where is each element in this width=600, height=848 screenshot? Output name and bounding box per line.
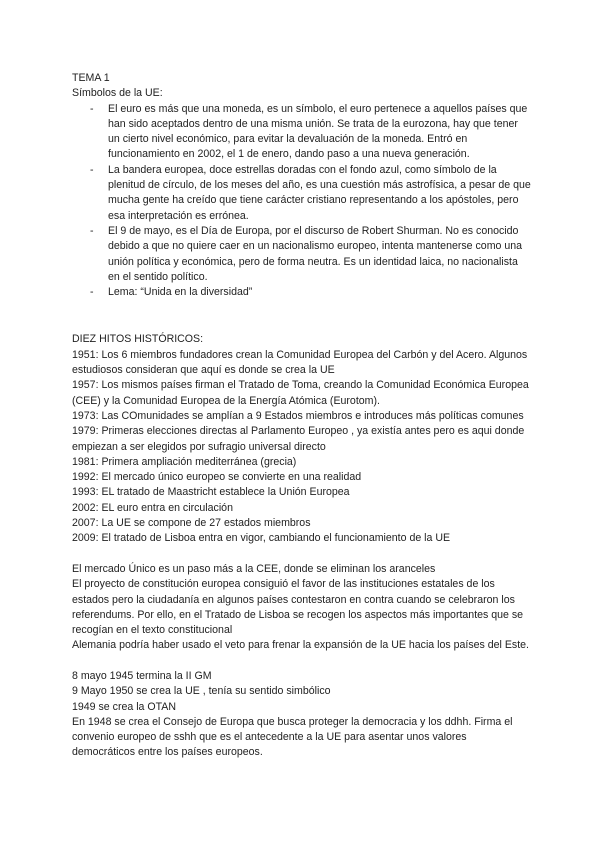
- document-title: TEMA 1: [72, 72, 110, 84]
- list-item: [72, 285, 532, 300]
- hitos-heading: DIEZ HITOS HISTÓRICOS:: [72, 333, 204, 346]
- symbols-list: [72, 102, 532, 301]
- bullet-marker: -: [90, 286, 94, 299]
- bullet-marker: -: [90, 102, 94, 115]
- list-item-text: La bandera europea, doce estrellas doradas con el fondo azul, como símbolo de la plenitud de círculo, de los meses del año, es una cuestión más astrofísica, a pesar de que mucha gente ha creído que tiene carácter cristiano representando a los apóstoles, pero esa interpretación es errónea.: [108, 163, 531, 222]
- list-item: [72, 224, 532, 285]
- spacer: [72, 654, 532, 669]
- hito-entry: 1981: Primera ampliación mediterránea (grecia): [72, 455, 297, 468]
- bullet-marker: -: [90, 163, 94, 176]
- spacer: [72, 547, 532, 562]
- paragraph: El proyecto de constitución europea consiguió el favor de las instituciones estatales de los estados pero la ciudadanía en algunos países contestaron en contra cuando se celebraron los referendums. Por ello, en el Tratado de Lisboa se recogen los aspectos más importantes que se recogían en el texto constitucional: [72, 578, 524, 637]
- date-entry: En 1948 se crea el Consejo de Europa que busca proteger la democracia y los ddhh. Firma el convenio europeo de sshh que es el antecedente a la UE para asentar unos valores democráticos entre los países europeos.: [72, 715, 513, 759]
- paragraph: Alemania podría haber usado el veto para frenar la expansión de la UE hacia los países del Este.: [72, 639, 529, 652]
- hito-entry: 2007: La UE se compone de 27 estados miembros: [72, 517, 311, 530]
- hito-entry: 2009: El tratado de Lisboa entra en vigor, cambiando el funcionamiento de la UE: [72, 532, 451, 545]
- hitos-list: [72, 348, 532, 547]
- document-page: [72, 71, 532, 761]
- hito-entry: 1993: EL tratado de Maastricht establece la Unión Europea: [72, 486, 350, 499]
- date-entry: 8 mayo 1945 termina la II GM: [72, 669, 212, 682]
- bullet-marker: -: [90, 224, 94, 237]
- list-item-text: El euro es más que una moneda, es un símbolo, el euro pertenece a aquellos países que han sido aceptados dentro de una misma unión. Se trata de la eurozona, hay que tener un cierto nivel económico, para evitar la devaluación de la moneda. Entró en funcionamiento en 2002, el 1 de enero, dando paso a una nueva generación.: [108, 102, 528, 161]
- hito-entry: 1951: Los 6 miembros fundadores crean la Comunidad Europea del Carbón y del Acero. Algunos estudiosos consideran que aquí es donde se crea la UE: [72, 348, 528, 377]
- hito-entry: 1979: Primeras elecciones directas al Parlamento Europeo , ya existía antes pero es aqui donde empiezan a ser elegidos por sufragio universal directo: [72, 425, 525, 453]
- list-item: [72, 102, 532, 163]
- spacer: [72, 300, 532, 332]
- hito-entry: 2002: EL euro entra en circulación: [72, 501, 233, 514]
- hito-entry: 1992: El mercado único europeo se convierte en una realidad: [72, 471, 362, 484]
- list-item-text: El 9 de mayo, es el Día de Europa, por el discurso de Robert Shurman. No es conocido debido a que no quiere caer en un nacionalismo europeo, intenta mantenerse como una unión política y económica, pero de forma neutra. Es un identidad laica, no nacionalista en el sentido político.: [108, 224, 523, 283]
- list-item-text: Lema: “Unida en la diversidad”: [108, 286, 253, 299]
- date-entry: 1949 se crea la OTAN: [72, 700, 177, 713]
- hito-entry: 1957: Los mismos países firman el Tratado de Toma, creando la Comunidad Económica Europea (CEE) y la Comunidad Europea de la Energía Atómica (Eurotom).: [72, 379, 529, 407]
- hito-entry: 1973: Las COmunidades se amplían a 9 Estados miembros e introduces más políticas comunes: [72, 409, 524, 422]
- date-entry: 9 Mayo 1950 se crea la UE , tenía su sentido simbólico: [72, 685, 331, 698]
- list-item: [72, 163, 532, 224]
- paragraph: El mercado Único es un paso más a la CEE, donde se eliminan los aranceles: [72, 562, 436, 575]
- symbols-heading: Símbolos de la UE:: [72, 87, 163, 100]
